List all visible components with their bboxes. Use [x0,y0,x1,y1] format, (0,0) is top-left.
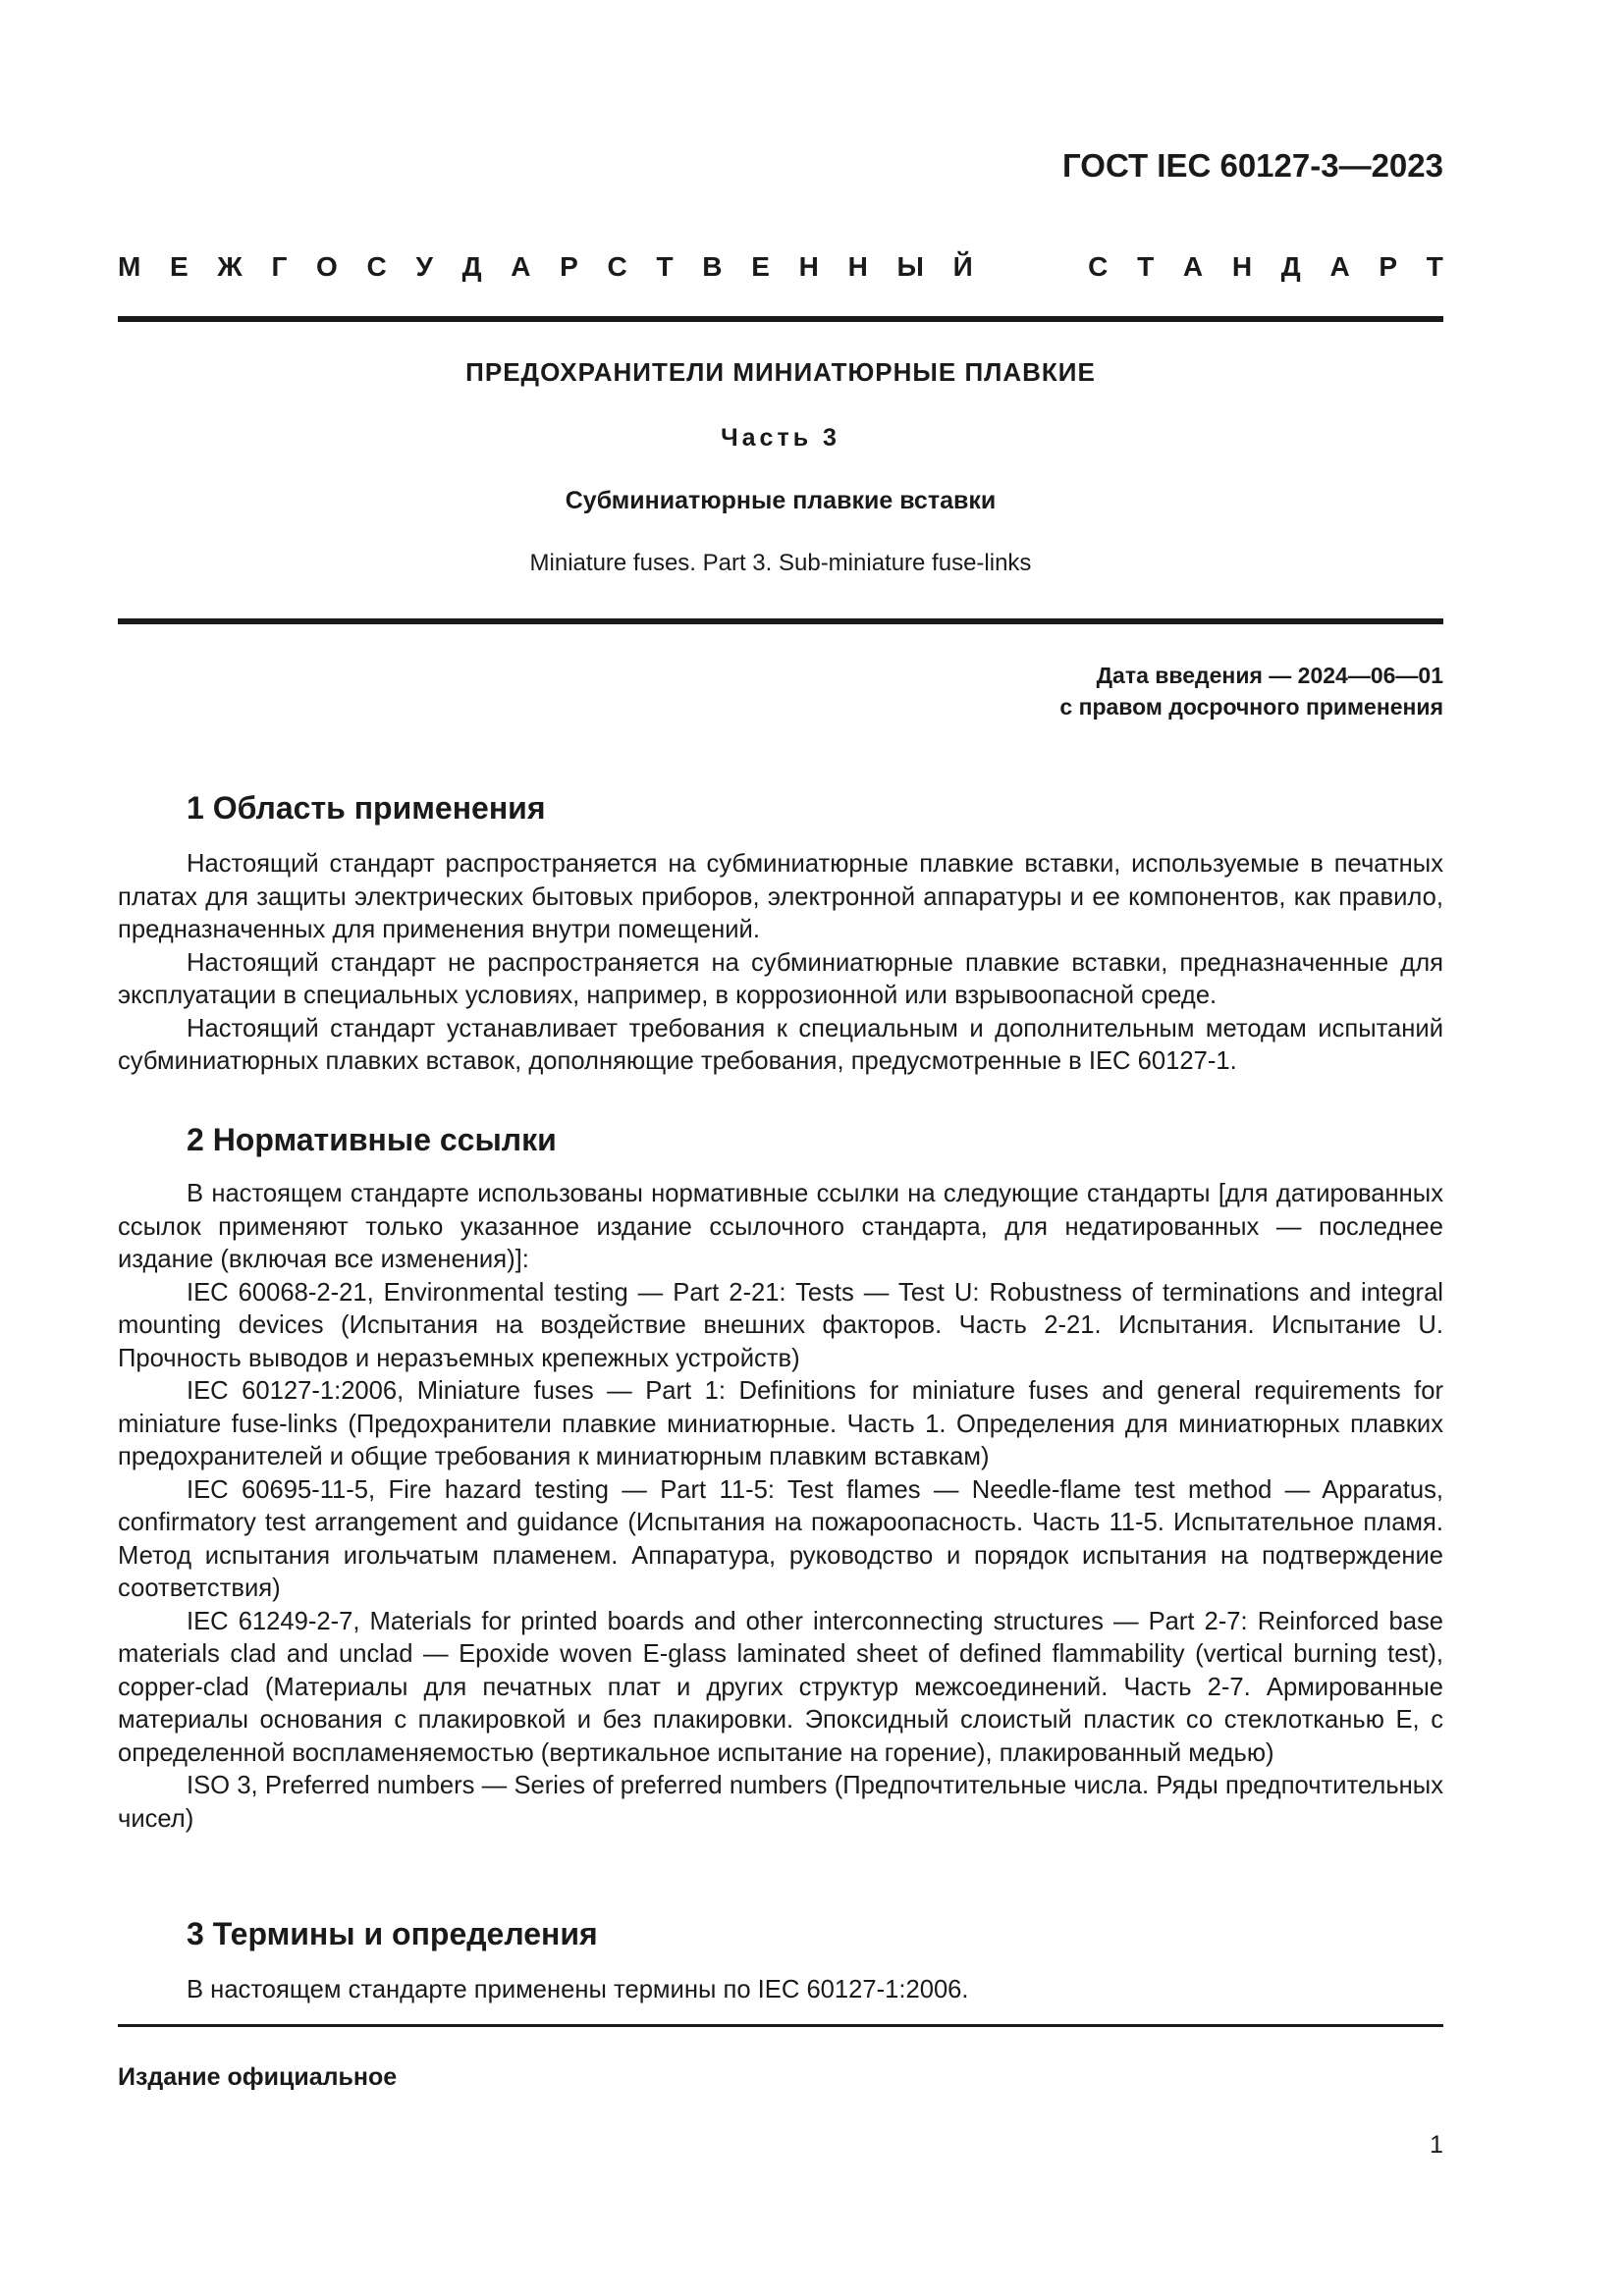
banner-letter: С [607,251,627,282]
reference-item: IEC 60695-11-5, Fire hazard testing — Part 11-5: Test flames — Needle-flame test method — Apparatus, confirmatory test arrangement and guidance (Испытания на пожароопасность. Часть 11-5. Испытательное пламя. Метод испытания игольчатым пламенем. Аппаратура, руководство и порядок испытания на подтверждение соответствия) [118,1475,1443,1602]
banner-letter: Й [952,251,973,282]
banner-letter: А [1329,251,1350,282]
footer-rule [118,2024,1443,2027]
paragraph: В настоящем стандарте применены термины по IEC 60127-1:2006. [187,1976,969,2003]
banner-letter: Н [1231,251,1253,282]
banner-letter: А [1182,251,1204,282]
section-body-terms [118,1974,1443,2007]
banner-letter: Н [847,251,868,282]
header-rule [118,316,1443,322]
section-heading-normative-references: 2 Нормативные ссылки [187,1122,557,1157]
reference-item: IEC 60127-1:2006, Miniature fuses — Part 1: Definitions for miniature fuses and general requirements for miniature fuse-links (Предохранители плавкие миниатюрные. Часть 1. Определения для миниатюрных плавких предохранителей и общие требования к миниатюрным плавким вставкам) [118,1377,1443,1470]
paragraph: В настоящем стандарте использованы нормативные ссылки на следующие стандарты [для датированных ссылок применяют только указанное издание ссылочного стандарта, для недатированных — последнее издание (включая все изменения)]: [118,1180,1443,1273]
banner-letter: М [118,251,141,282]
banner-word-gap [1001,251,1058,283]
banner-letter: Д [461,251,482,282]
banner-letter: Е [170,251,189,282]
paragraph: Настоящий стандарт распространяется на субминиатюрные плавкие вставки, используемые в печатных платах для защиты электрических бытовых приборов, электронной аппаратуры и ее компонентов, как правило, предназначенных для применения внутри помещений. [118,850,1443,943]
banner-letter: Д [1280,251,1301,282]
banner-letter: Р [560,251,578,282]
banner-letter: Т [656,251,674,282]
banner-letter: Е [751,251,770,282]
section-heading-scope: 1 Область применения [187,790,546,826]
document-subtitle: Субминиатюрные плавкие вставки [565,487,997,514]
document-part: Часть 3 [721,424,840,452]
early-application-note: с правом досрочного применения [1059,694,1443,720]
banner-letter: Р [1379,251,1398,282]
interstate-standard-banner [118,251,1443,283]
reference-item: IEC 60068-2-21, Environmental testing — Part 2-21: Tests — Test U: Robustness of terminations and integral mounting devices (Испытания на воздействие внешних факторов. Часть 2-21. Испытания. Испытание U. Прочность выводов и неразъемных крепежных устройств) [118,1278,1443,1372]
banner-letter: Т [1137,251,1155,282]
introduction-date: Дата введения — 2024—06—01 [1096,663,1443,688]
standard-designation: ГОСТ IEC 60127-3—2023 [1062,147,1443,184]
section-body-scope [118,848,1443,1079]
official-edition-label: Издание официальное [118,2063,398,2091]
introduction-dates [884,660,1443,722]
title-rule [118,618,1443,624]
banner-letter: Ы [896,251,924,282]
banner-letter: Ж [217,251,243,282]
banner-letter: Г [271,251,288,282]
reference-item: ISO 3, Preferred numbers — Series of preferred numbers (Предпочтительные числа. Ряды предпочтительных чисел) [118,1772,1443,1833]
reference-item: IEC 61249-2-7, Materials for printed boards and other interconnecting structures — Part 2-7: Reinforced base materials clad and unclad — Epoxide woven E-glass laminated sheet of defined flammability (vertical burning test), copper-clad (Материалы для печатных плат и других структур межсоединений. Часть 2-7. Армированные материалы основания с плакировкой и без плакировки. Эпоксидный слоистый пластик со стеклотканью E, с определенной воспламеняемостью (вертикальное испытание на горение), плакированный медью) [118,1607,1443,1767]
page-number: 1 [1430,2131,1443,2159]
paragraph: Настоящий стандарт не распространяется на субминиатюрные плавкие вставки, предназначенные для эксплуатации в специальных условиях, например, в коррозионной или взрывоопасной среде. [118,948,1443,1009]
banner-letter: С [1088,251,1109,282]
banner-letter: Т [1426,251,1443,282]
english-title: Miniature fuses. Part 3. Sub-miniature fuse-links [529,550,1032,576]
banner-letter: А [511,251,531,282]
banner-letter: У [415,251,433,282]
paragraph: Настоящий стандарт устанавливает требования к специальным и дополнительным методам испытаний субминиатюрных плавких вставок, дополняющие требования, предусмотренные в IEC 60127-1. [118,1014,1443,1075]
banner-letter: Н [798,251,819,282]
section-heading-terms: 3 Термины и определения [187,1916,598,1951]
document-title: ПРЕДОХРАНИТЕЛИ МИНИАТЮРНЫЕ ПЛАВКИЕ [465,357,1096,387]
section-body-normative-references [118,1178,1443,1836]
banner-letter: С [366,251,387,282]
banner-letter: В [702,251,723,282]
banner-letter: О [316,251,338,282]
